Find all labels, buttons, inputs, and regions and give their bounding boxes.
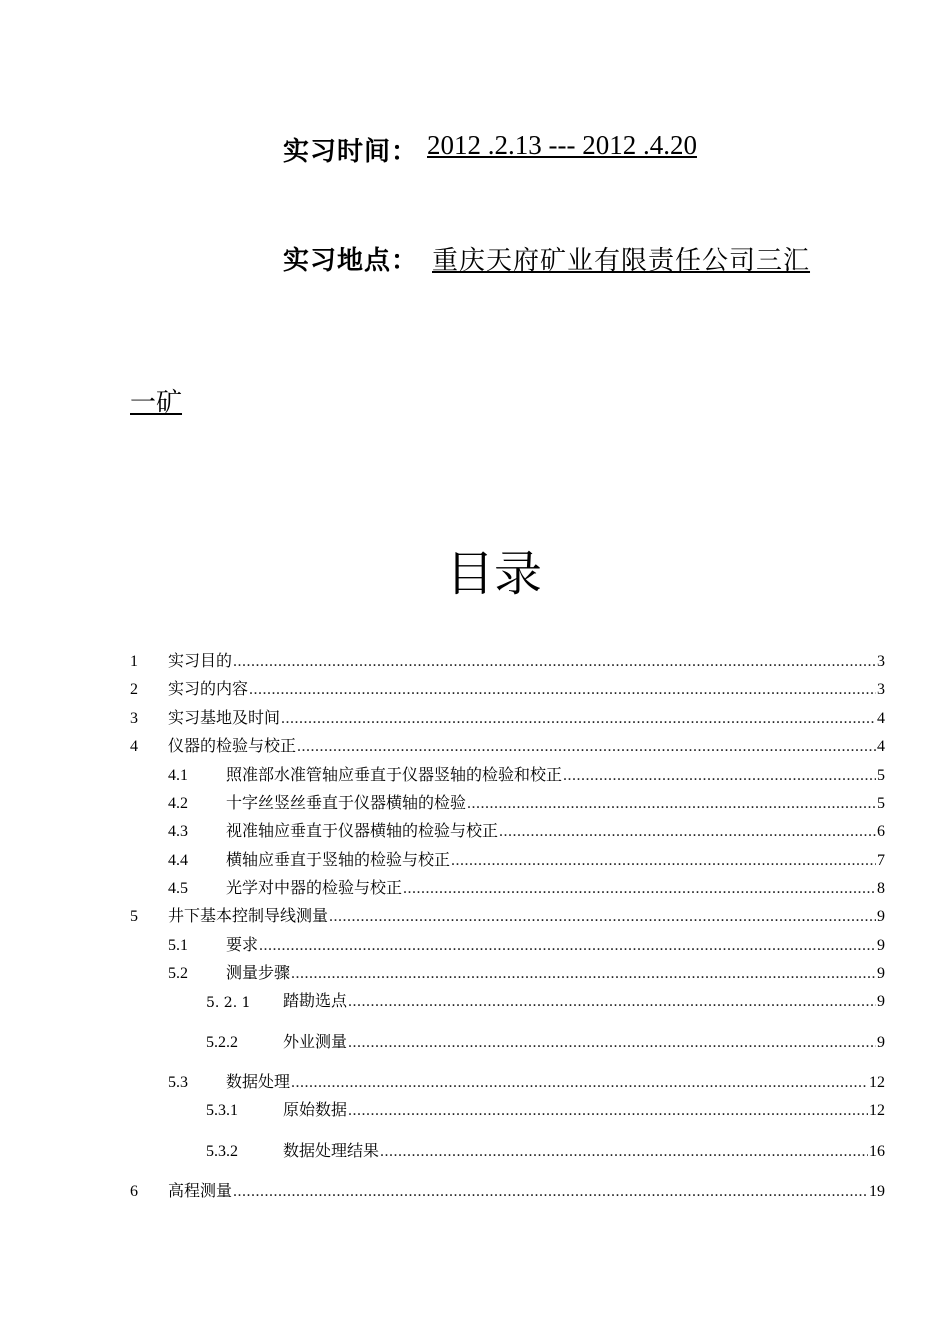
toc-entry-title: 测量步骤 [226,963,291,982]
toc-entry-title: 要求 [226,935,259,954]
internship-location-label: 实习地点： [283,246,419,276]
toc-entry-number: 3 [130,710,138,727]
toc-entry-title: 十字丝竖丝垂直于仪器横轴的检验 [226,793,467,812]
toc-dot-leader [563,767,876,785]
toc-dot-leader [451,852,876,870]
toc-entry[interactable] [130,876,885,898]
toc-dot-leader [297,738,876,756]
toc-dot-leader [281,710,876,728]
toc-entry-page: 9 [877,993,885,1010]
toc-entry-page: 8 [877,880,885,897]
toc-entry-title: 外业测量 [283,1032,348,1051]
toc-entry-page: 9 [877,937,885,954]
internship-location-continuation: 一矿 [130,388,183,418]
internship-time-label: 实习时间： [283,137,419,167]
toc-dot-leader [233,1183,868,1201]
toc-entry-page: 9 [877,908,885,925]
internship-time-value: 2012 .2.13 --- 2012 .4.20 [427,130,697,160]
toc-entry-number: 5.2.2 [206,1034,238,1051]
toc-entry-page: 4 [877,738,885,755]
toc-dot-leader [329,908,876,926]
toc-entry-title: 原始数据 [283,1100,348,1119]
toc-entry-number: 4.5 [168,880,188,897]
toc-entry[interactable] [130,734,885,756]
toc-entry-page: 12 [869,1102,885,1119]
toc-entry[interactable] [130,961,885,983]
toc-entry[interactable] [130,989,885,1011]
toc-entry[interactable] [130,904,885,926]
toc-entry-number: 5.3.2 [206,1143,238,1160]
toc-entry-title: 照准部水准管轴应垂直于仪器竖轴的检验和校正 [226,765,563,784]
toc-entry-page: 5 [877,767,885,784]
toc-entry-number: 4.2 [168,795,188,812]
toc-entry-title: 视准轴应垂直于仪器横轴的检验与校正 [226,821,499,840]
toc-entry-title: 数据处理结果 [283,1141,380,1160]
toc-dot-leader [499,823,876,841]
toc-entry-number: 4 [130,738,138,755]
toc-entry[interactable] [130,649,885,671]
toc-entry[interactable] [130,1139,885,1161]
toc-dot-leader [233,653,876,671]
toc-entry[interactable] [130,1070,885,1092]
toc-entry-page: 5 [877,795,885,812]
toc-entry-title: 实习基地及时间 [168,708,281,727]
toc-entry-title: 实习目的 [168,651,233,670]
toc-entry-title: 高程测量 [168,1181,233,1200]
toc-entry-page: 3 [877,653,885,670]
toc-entry[interactable] [130,1098,885,1120]
toc-title: 目录 [446,546,543,602]
toc-dot-leader [291,965,876,983]
toc-entry[interactable] [130,848,885,870]
toc-entry[interactable] [130,933,885,955]
toc-dot-leader [380,1143,868,1161]
toc-entry-number: 5. 2. 1 [206,995,251,1011]
toc-entry-page: 3 [877,681,885,698]
toc-entry-page: 7 [877,852,885,869]
toc-entry-number: 6 [130,1183,138,1200]
toc-entry-number: 1 [130,653,138,670]
toc-entry-number: 5.3.1 [206,1102,238,1119]
toc-entry[interactable] [130,819,885,841]
toc-entry-page: 9 [877,965,885,982]
toc-entry-title: 数据处理 [226,1072,291,1091]
toc-entry-title: 横轴应垂直于竖轴的检验与校正 [226,850,451,869]
toc-entry-page: 9 [877,1034,885,1051]
toc-entry-number: 5 [130,908,138,925]
toc-dot-leader [403,880,876,898]
toc-entry-number: 2 [130,681,138,698]
toc-entry[interactable] [130,706,885,728]
toc-entry-page: 4 [877,710,885,727]
toc-entry-page: 12 [869,1074,885,1091]
toc-dot-leader [467,795,876,813]
toc-entry-page: 19 [869,1183,885,1200]
toc-entry[interactable] [130,677,885,699]
toc-entry-title: 井下基本控制导线测量 [168,906,329,925]
toc-entry-number: 5.2 [168,965,188,982]
toc-entry-number: 4.4 [168,852,188,869]
toc-entry[interactable] [130,763,885,785]
toc-dot-leader [291,1074,868,1092]
toc-entry-title: 光学对中器的检验与校正 [226,878,403,897]
toc-dot-leader [348,1102,868,1120]
toc-dot-leader [259,937,876,955]
toc-entry-title: 仪器的检验与校正 [168,736,297,755]
toc-entry-title: 实习的内容 [168,679,249,698]
toc-dot-leader [249,681,876,699]
toc-entry-page: 6 [877,823,885,840]
toc-entry-title: 踏勘选点 [283,991,348,1010]
internship-location-value: 重庆天府矿业有限责任公司三汇 [432,246,811,276]
toc-entry-number: 4.3 [168,823,188,840]
toc-dot-leader [348,1034,876,1052]
toc-entry-number: 5.1 [168,937,188,954]
toc-entry-number: 4.1 [168,767,188,784]
toc-entry-page: 16 [869,1143,885,1160]
toc-entry[interactable] [130,1179,885,1201]
toc-entry-number: 5.3 [168,1074,188,1091]
toc-entry[interactable] [130,1030,885,1052]
toc-entry[interactable] [130,791,885,813]
toc-dot-leader [348,993,876,1011]
